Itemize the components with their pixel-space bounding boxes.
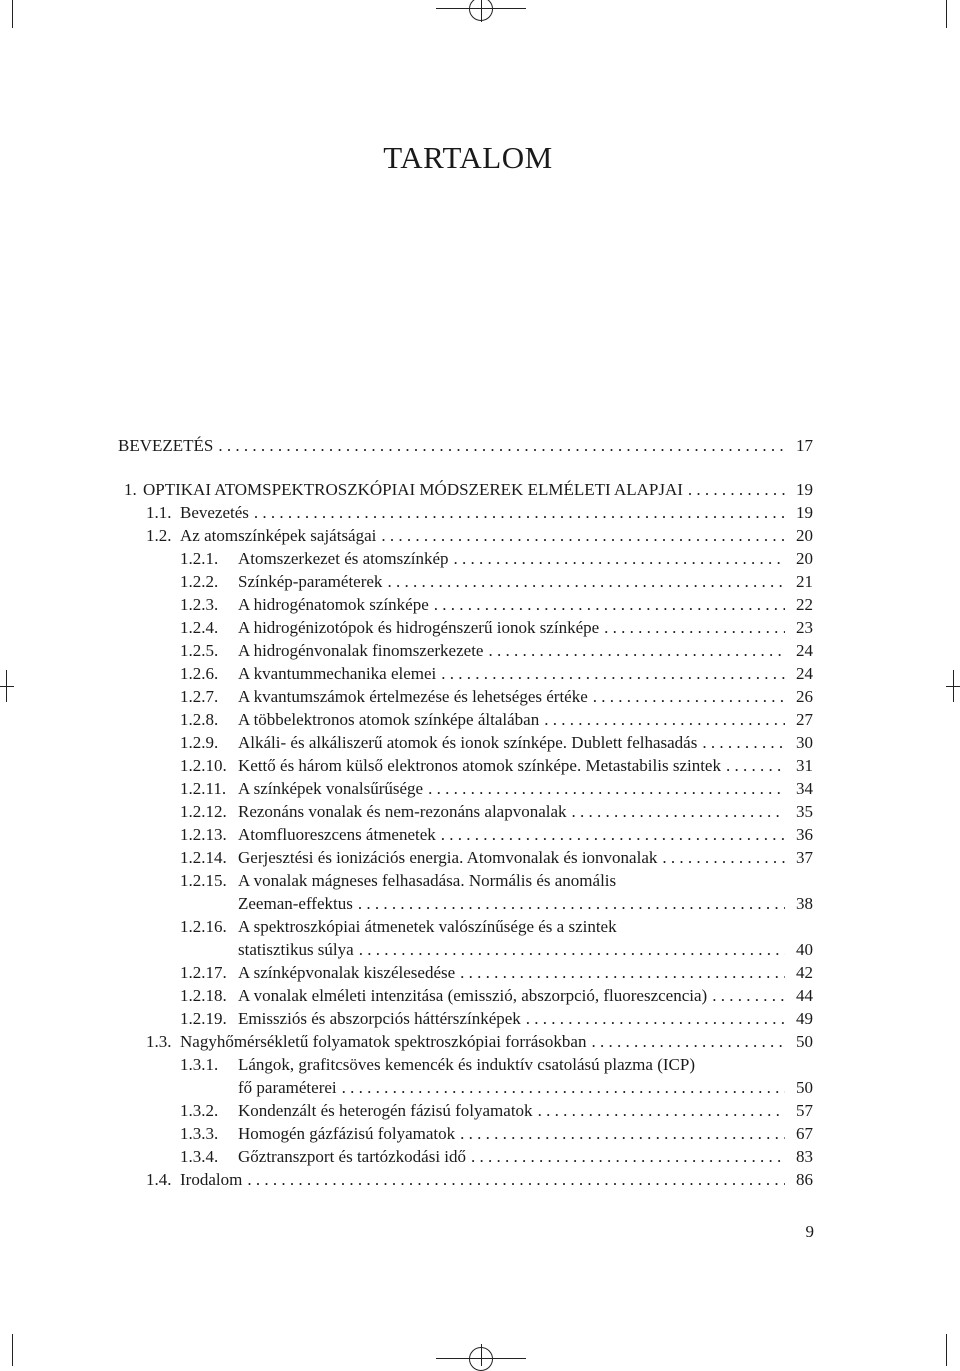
toc-entry[interactable] — [118, 731, 813, 754]
toc-entry-line2[interactable] — [118, 892, 813, 915]
toc-leader — [428, 777, 785, 800]
toc-entry-page: 31 — [796, 756, 813, 775]
toc-entry-page: 50 — [796, 1078, 813, 1097]
toc-entry-page: 35 — [796, 802, 813, 821]
toc-entry-number: 1.2.11. — [180, 779, 227, 798]
toc-leader — [460, 1122, 785, 1145]
toc-entry[interactable] — [118, 478, 813, 501]
toc-entry-page: 42 — [796, 963, 813, 982]
toc-entry-page: 22 — [796, 595, 813, 614]
toc-leader — [591, 1030, 785, 1053]
toc-entry[interactable] — [118, 524, 813, 547]
toc-entry[interactable] — [118, 984, 813, 1007]
table-of-contents — [118, 428, 813, 1191]
corner-mark-bottom-right — [946, 1334, 947, 1366]
toc-entry-title: A színképek vonalsűrűsége — [238, 779, 424, 798]
toc-entry-line1[interactable] — [118, 1053, 813, 1076]
toc-entry-page: 83 — [796, 1147, 813, 1166]
toc-entry-title-continued: fő paraméterei — [238, 1078, 337, 1097]
toc-entry-page: 30 — [796, 733, 813, 752]
toc-entry-number: 1.2.13. — [180, 825, 227, 844]
toc-entry[interactable] — [118, 639, 813, 662]
toc-entry-title: A vonalak elméleti intenzitása (emisszió, abszorpció, fluoreszcencia) — [238, 986, 708, 1005]
toc-entry-title: Atomszerkezet és atomszínkép — [238, 549, 449, 568]
toc-entry-title: A kvantumszámok értelmezése és lehetséges értéke — [238, 687, 588, 706]
page-number: 9 — [805, 1222, 814, 1241]
toc-entry-page: 19 — [796, 503, 813, 522]
toc-leader — [593, 685, 785, 708]
toc-entry-number: 1.4. — [146, 1170, 172, 1189]
toc-entry-title: OPTIKAI ATOMSPEKTROSZKÓPIAI MÓDSZEREK ELMÉLETI ALAPJAI — [143, 480, 683, 499]
toc-leader — [538, 1099, 785, 1122]
toc-entry[interactable] — [118, 428, 813, 464]
toc-entry-page: 27 — [796, 710, 813, 729]
toc-leader — [441, 662, 785, 685]
toc-entry-number: 1.2.5. — [180, 641, 219, 660]
toc-entry-title: Lángok, grafitcsöves kemencék és induktív csatolású plazma (ICP) — [238, 1055, 695, 1074]
toc-leader — [247, 1168, 785, 1191]
toc-entry-page: 24 — [796, 664, 813, 683]
toc-entry-number: 1.2.12. — [180, 802, 227, 821]
toc-entry-title: Homogén gázfázisú folyamatok — [238, 1124, 456, 1143]
toc-entry-title: A hidrogénvonalak finomszerkezete — [238, 641, 484, 660]
toc-entry[interactable] — [118, 662, 813, 685]
corner-mark-bottom-left — [12, 1334, 13, 1366]
corner-mark-top-right — [946, 0, 947, 28]
toc-leader — [342, 1076, 785, 1099]
toc-entry-title: A hidrogénizotópok és hidrogénszerű ionok színképe — [238, 618, 600, 637]
toc-entry-number: 1.1. — [146, 503, 172, 522]
toc-entry-number: 1.2.17. — [180, 963, 227, 982]
toc-entry-number: 1.2. — [146, 526, 172, 545]
toc-leader — [441, 823, 785, 846]
toc-entry-title: Irodalom — [180, 1170, 243, 1189]
toc-entry-number: 1.2.3. — [180, 595, 219, 614]
toc-leader — [662, 846, 785, 869]
toc-entry-number: 1.2.6. — [180, 664, 219, 683]
toc-entry[interactable] — [118, 685, 813, 708]
toc-entry[interactable] — [118, 616, 813, 639]
toc-entry-title-continued: statisztikus súlya — [238, 940, 354, 959]
toc-entry-title: Alkáli- és alkáliszerű atomok és ionok színképe. Dublett felhasadás — [238, 733, 698, 752]
toc-entry-page: 40 — [796, 940, 813, 959]
toc-leader — [471, 1145, 785, 1168]
toc-entry[interactable] — [118, 1007, 813, 1030]
toc-leader — [572, 800, 785, 823]
toc-leader — [688, 478, 785, 501]
toc-entry-title: A színképvonalak kiszélesedése — [238, 963, 456, 982]
toc-entry-number: 1.2.16. — [180, 917, 227, 936]
toc-entry-number: 1.2.7. — [180, 687, 219, 706]
toc-entry-number: 1.2.14. — [180, 848, 227, 867]
toc-entry-title-continued: Zeeman-effektus — [238, 894, 353, 913]
toc-leader — [712, 984, 785, 1007]
toc-entry[interactable] — [118, 777, 813, 800]
toc-entry[interactable] — [118, 1122, 813, 1145]
toc-entry-title: A többelektronos atomok színképe általában — [238, 710, 540, 729]
toc-entry-title: A vonalak mágneses felhasadása. Normális és anomális — [238, 871, 617, 890]
toc-entry-page: 57 — [796, 1101, 813, 1120]
toc-entry-number: 1. — [124, 480, 137, 499]
toc-leader — [544, 708, 785, 731]
toc-entry[interactable] — [118, 547, 813, 570]
toc-leader — [359, 938, 785, 961]
toc-leader — [702, 731, 785, 754]
toc-entry[interactable] — [118, 800, 813, 823]
toc-leader — [387, 570, 785, 593]
toc-entry[interactable] — [118, 1145, 813, 1168]
toc-entry-number: 1.2.9. — [180, 733, 219, 752]
toc-entry-line1[interactable] — [118, 915, 813, 938]
toc-entry[interactable] — [118, 961, 813, 984]
toc-entry-number: 1.2.15. — [180, 871, 227, 890]
toc-entry-page: 26 — [796, 687, 813, 706]
corner-mark-top-left — [12, 0, 13, 28]
toc-entry-title: Atomfluoreszcens átmenetek — [238, 825, 436, 844]
toc-leader — [254, 501, 785, 524]
toc-entry-page: 23 — [796, 618, 813, 637]
toc-entry-title: A hidrogénatomok színképe — [238, 595, 429, 614]
toc-leader — [460, 961, 785, 984]
toc-entry[interactable] — [118, 501, 813, 524]
page-title: TARTALOM — [383, 140, 553, 175]
toc-entry-number: 1.2.18. — [180, 986, 227, 1005]
toc-entry-title: Kondenzált és heterogén fázisú folyamatok — [238, 1101, 533, 1120]
toc-entry-title: Gerjesztési és ionizációs energia. Atomvonalak és ionvonalak — [238, 848, 658, 867]
toc-entry-title: Kettő és három külső elektronos atomok színképe. Metastabilis szintek — [238, 756, 721, 775]
toc-entry-page: 86 — [796, 1170, 813, 1189]
toc-entry-number: 1.2.10. — [180, 756, 227, 775]
toc-entry[interactable] — [118, 708, 813, 731]
toc-leader — [218, 428, 785, 464]
toc-entry-number: 1.3.4. — [180, 1147, 219, 1166]
toc-leader — [434, 593, 785, 616]
toc-entry-line1[interactable] — [118, 869, 813, 892]
toc-leader — [381, 524, 785, 547]
toc-entry[interactable] — [118, 823, 813, 846]
toc-entry[interactable] — [118, 1030, 813, 1053]
toc-entry-page: 24 — [796, 641, 813, 660]
toc-entry-page: 37 — [796, 848, 813, 867]
toc-leader — [726, 754, 785, 777]
toc-entry-page: 38 — [796, 894, 813, 913]
toc-entry-line2[interactable] — [118, 938, 813, 961]
toc-entry-page: 67 — [796, 1124, 813, 1143]
toc-entry-page: 50 — [796, 1032, 813, 1051]
toc-entry-line2[interactable] — [118, 1076, 813, 1099]
toc-entry-number: 1.3.2. — [180, 1101, 219, 1120]
toc-entry[interactable] — [118, 846, 813, 869]
toc-entry-page: 20 — [796, 526, 813, 545]
toc-entry-number: 1.2.1. — [180, 549, 219, 568]
toc-entry-number: 1.3.1. — [180, 1055, 219, 1074]
toc-entry-page: 44 — [796, 986, 813, 1005]
toc-entry-number: 1.3. — [146, 1032, 172, 1051]
toc-leader — [604, 616, 785, 639]
toc-entry-number: 1.2.2. — [180, 572, 219, 591]
toc-leader — [358, 892, 785, 915]
toc-entry[interactable] — [118, 754, 813, 777]
toc-entry-number: 1.2.8. — [180, 710, 219, 729]
toc-entry-title: Rezonáns vonalak és nem-rezonáns alapvonalak — [238, 802, 567, 821]
toc-entry[interactable] — [118, 1168, 813, 1191]
toc-entry-page: 21 — [796, 572, 813, 591]
toc-entry-page: 49 — [796, 1009, 813, 1028]
toc-entry[interactable] — [118, 1099, 813, 1122]
toc-entry-title: Bevezetés — [180, 503, 249, 522]
toc-entry-title: Színkép-paraméterek — [238, 572, 383, 591]
toc-entry-title: BEVEZETÉS — [118, 436, 214, 455]
toc-entry-page: 34 — [796, 779, 813, 798]
toc-entry-title: Gőztranszport és tartózkodási idő — [238, 1147, 467, 1166]
toc-entry-title: Nagyhőmérsékletű folyamatok spektroszkópiai forrásokban — [180, 1032, 587, 1051]
toc-entry-page: 36 — [796, 825, 813, 844]
toc-entry-title: A spektroszkópiai átmenetek valószínűsége és a szintek — [238, 917, 617, 936]
toc-entry-number: 1.3.3. — [180, 1124, 219, 1143]
toc-entry[interactable] — [118, 593, 813, 616]
toc-leader — [526, 1007, 785, 1030]
toc-leader — [488, 639, 785, 662]
toc-entry[interactable] — [118, 570, 813, 593]
toc-leader — [454, 547, 785, 570]
toc-entry-title: A kvantummechanika elemei — [238, 664, 437, 683]
toc-entry-number: 1.2.19. — [180, 1009, 227, 1028]
toc-entry-page: 17 — [796, 436, 813, 455]
toc-entry-page: 19 — [796, 480, 813, 499]
toc-entry-title: Az atomszínképek sajátságai — [180, 526, 377, 545]
toc-entry-title: Emissziós és abszorpciós háttérszínképek — [238, 1009, 521, 1028]
toc-entry-number: 1.2.4. — [180, 618, 219, 637]
toc-entry-page: 20 — [796, 549, 813, 568]
